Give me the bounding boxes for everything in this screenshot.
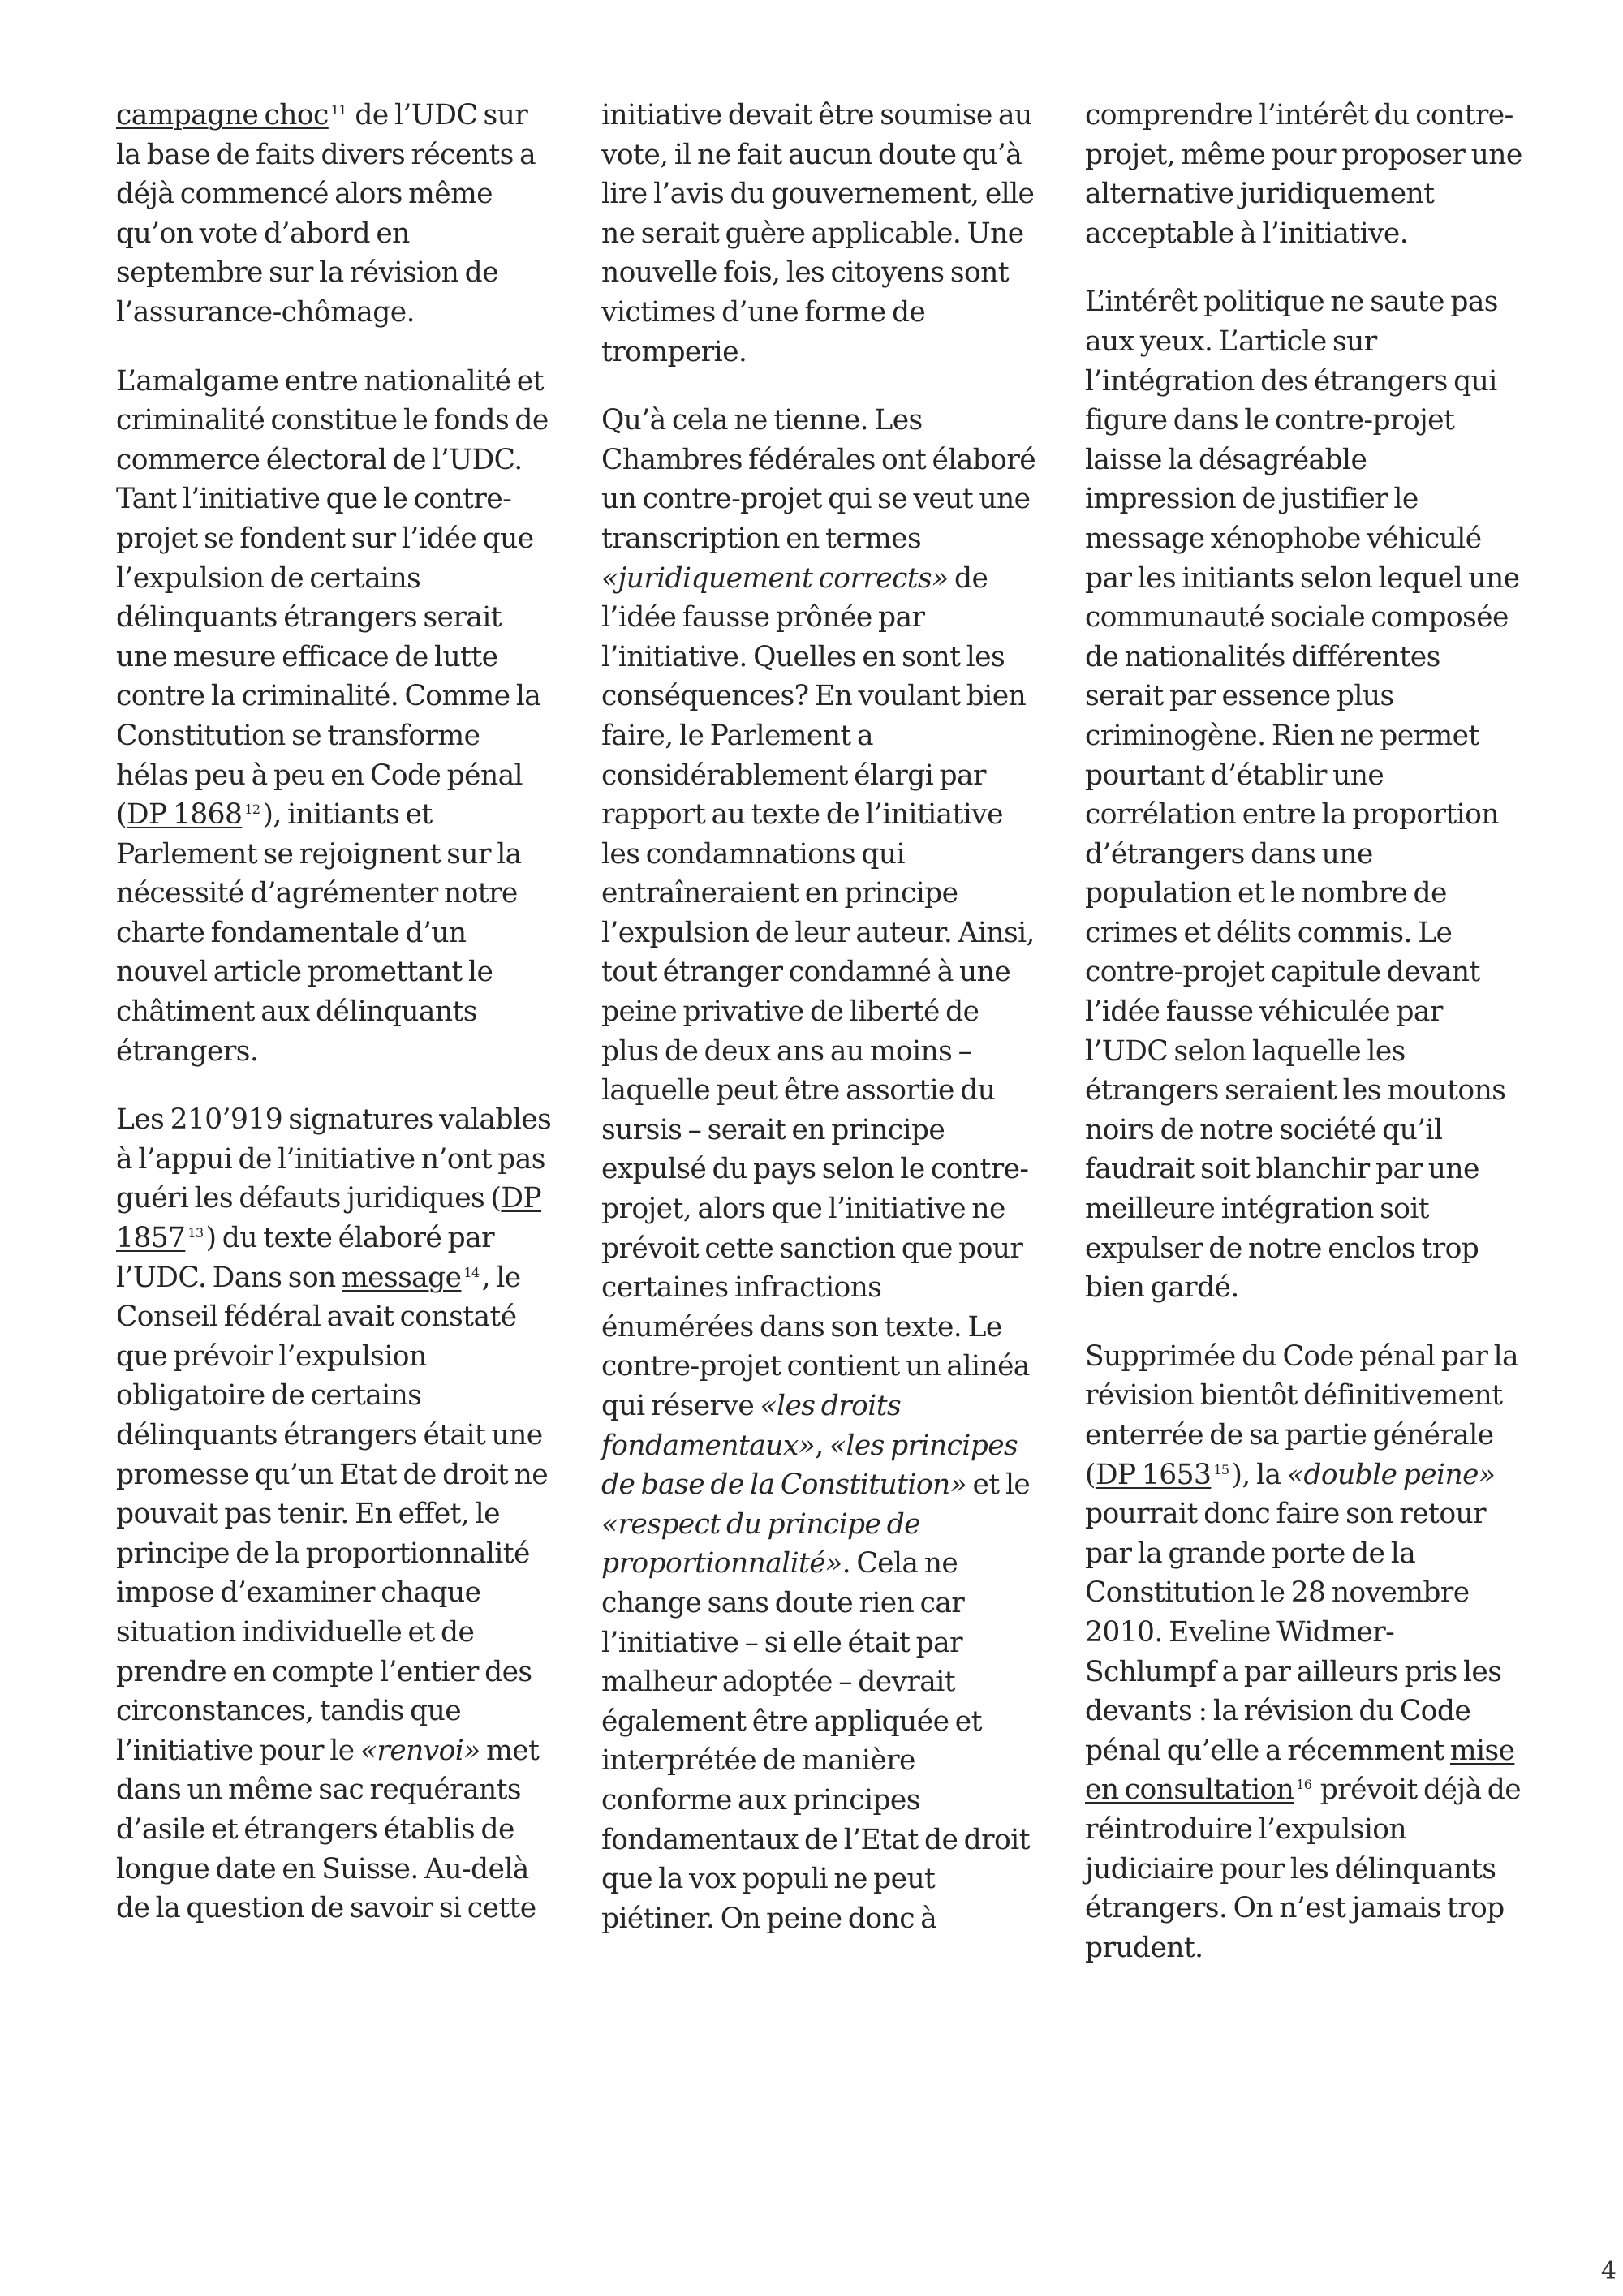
footnote-marker: 16 xyxy=(1296,1777,1312,1793)
paragraph xyxy=(601,401,1040,1938)
text-run: , xyxy=(815,1429,829,1462)
footnote-marker: 12 xyxy=(244,802,260,818)
text-run: . Cela ne change sans doute rien car l’initiative – si elle était par malheur adoptée – devrait également être appliquée et interprétée de manière conforme aux principes fondamentaux de l’Etat de droit que la vox populi ne peut piétiner. On peine donc à xyxy=(601,1547,1030,1935)
text-run: met dans un même sac requérants d’asile et étrangers établis de longue date en Suisse. Au-delà de la question de savoir si cette xyxy=(116,1734,540,1925)
reference-link[interactable]: DP 1868 xyxy=(126,798,243,832)
text-run: Qu’à cela ne tienne. Les Chambres fédérales ont élaboré un contre-projet qui se veut une transcription en termes xyxy=(601,404,1036,555)
footnote-marker: 11 xyxy=(330,102,347,118)
emphasized-text: «renvoi» xyxy=(359,1734,480,1767)
column-1 xyxy=(116,96,554,1958)
text-run: Supprimée du Code pénal par la révision bientôt définitivement enterrée de sa partie générale ( xyxy=(1085,1339,1518,1491)
footnote-marker: 14 xyxy=(463,1264,480,1280)
text-run: prévoit déjà de réintroduire l’expulsion judiciaire pour les délinquants étrangers. On n’est jamais trop prudent. xyxy=(1085,1774,1522,1964)
text-run: L’intérêt politique ne saute pas aux yeux. L’article sur l’intégration des étrangers qui figure dans le contre-projet laisse la désagréable impression de justifier le message xénophobe véhiculé par les initiants selon lequel une communauté sociale composée de nationalités différentes serait par essence plus criminogène. Rien ne permet pourtant d’établir une corrélation entre la proportion d’étrangers dans une population et le nombre de crimes et délits commis. Le contre-projet capitule devant l’idée fausse véhiculée par l’UDC selon laquelle les étrangers seraient les moutons noirs de notre société qu’il faudrait soit blanchir par une meilleure intégration soit expulser de notre enclos trop bien gardé. xyxy=(1085,286,1520,1305)
text-run: et le xyxy=(966,1468,1031,1502)
reference-link[interactable]: mise en consultation xyxy=(1085,1734,1515,1807)
emphasized-text: «respect du principe de proportionnalité» xyxy=(601,1507,921,1580)
reference-link[interactable]: message xyxy=(342,1261,462,1294)
paragraph xyxy=(116,96,554,333)
text-run: de l’idée fausse prônée par l’initiative. Quelles en sont les conséquences? En voulant bien faire, le Parlement a considérablement élargi par rapport au texte de l’initiative les condamnations qui entraîneraient en principe l’expulsion de leur auteur. Ainsi, tout étranger condamné à une peine privative de liberté de plus de deux ans au moins – laquelle peut être assortie du sursis – serait en principe expulsé du pays selon le contre-projet, alors que l’initiative ne prévoit cette sanction que pour certaines infractions énumérées dans son texte. Le contre-projet contient un alinéa qui réserve xyxy=(601,561,1035,1422)
text-run: Les 210’919 signatures valables à l’appui de l’initiative n’ont pas guéri les défauts juridiques ( xyxy=(116,1103,552,1215)
column-2 xyxy=(601,96,1040,1967)
paragraph xyxy=(1085,282,1523,1307)
text-run: , le Conseil fédéral avait constaté que prévoir l’expulsion obligatoire de certains délinquants étrangers était une promesse qu’un Etat de droit ne pouvait pas tenir. En effet, le principe de la proportionnalité impose d’examiner chaque situation individuelle et de prendre en compte l’entier des circonstances, tandis que l’initiative pour le xyxy=(116,1261,549,1767)
paragraph xyxy=(116,362,554,1072)
emphasized-text: «double peine» xyxy=(1286,1458,1496,1491)
paragraph xyxy=(116,1100,554,1928)
paragraph xyxy=(1085,96,1523,253)
text-run: L’amalgame entre nationalité et criminalité constitue le fonds de commerce électoral de l’UDC. Tant l’initiative que le contre-projet se fondent sur l’idée que l’expulsion de certains délinquants étrangers serait une mesure efficace de lutte contre la criminalité. Comme la Constitution se transforme hélas peu à peu en Code pénal ( xyxy=(116,364,549,832)
text-run: ), la xyxy=(1231,1458,1287,1491)
emphasized-text: «les droits fondamentaux» xyxy=(601,1390,902,1462)
text-run: ), initiants et Parlement se rejoignent sur la nécessité d’agrémenter notre charte fondamentale d’un nouvel article promettant le châtiment aux délinquants étrangers. xyxy=(116,798,522,1068)
text-run: initiative devait être soumise au vote, il ne fait aucun doute qu’à lire l’avis du gouvernement, elle ne serait guère applicable. Une nouvelle fois, les citoyens sont victimes d’une forme de tromperie. xyxy=(601,99,1035,368)
reference-link[interactable]: campagne choc xyxy=(116,99,329,131)
column-3 xyxy=(1085,96,1523,1997)
footnote-marker: 13 xyxy=(187,1225,204,1241)
paragraph xyxy=(601,96,1040,372)
page-number: 4 xyxy=(1600,2257,1617,2285)
text-run: ) du texte élaboré par l’UDC. Dans son xyxy=(116,1222,494,1294)
emphasized-text: «les principes de base de la Constitution» xyxy=(601,1429,1018,1502)
text-run: de l’UDC sur la base de faits divers récents a déjà commencé alors même qu’on vote d’abord en septembre sur la révision de l’assurance-chômage. xyxy=(116,99,536,329)
text-run: comprendre l’intérêt du contre-projet, même pour proposer une alternative juridiquement acceptable à l’initiative. xyxy=(1085,99,1522,250)
paragraph xyxy=(1085,1337,1523,1968)
reference-link[interactable]: DP 1653 xyxy=(1095,1458,1212,1491)
footnote-marker: 15 xyxy=(1213,1461,1229,1477)
text-run: pourrait donc faire son retour par la grande porte de la Constitution le 28 novembre 2010. Eveline Widmer-Schlumpf a par ailleurs pris les devants : la révision du Code pénal qu’elle a récemment xyxy=(1085,1498,1502,1767)
emphasized-text: «juridiquement corrects» xyxy=(601,561,949,595)
reference-link[interactable]: DP 1857 xyxy=(116,1182,542,1255)
